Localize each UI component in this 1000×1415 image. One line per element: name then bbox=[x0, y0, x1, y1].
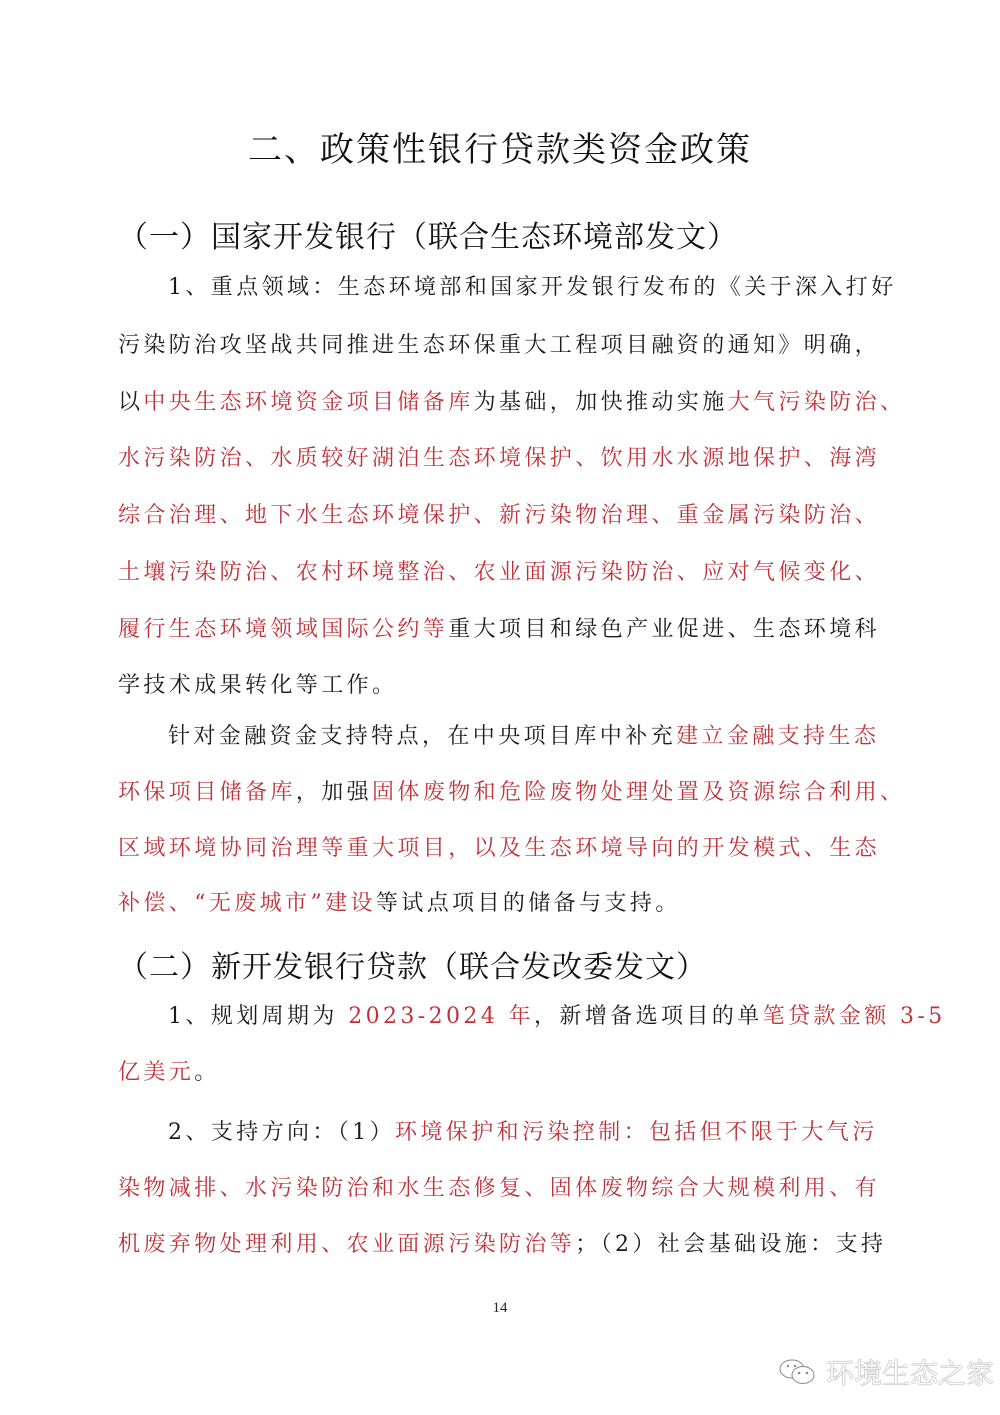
highlighted-text: 环境保护和污染控制：包括但不限于大气污 bbox=[395, 1120, 878, 1145]
wechat-icon bbox=[778, 1357, 818, 1387]
body-text: 针对金融资金支持特点，在中央项目库中补充 bbox=[168, 724, 677, 749]
body-text: 学技术成果转化等工作。 bbox=[118, 673, 398, 698]
highlighted-text: 补偿、“无废城市”建设 bbox=[118, 891, 376, 916]
text-line bbox=[118, 671, 882, 701]
text-line bbox=[118, 778, 906, 808]
text-line bbox=[168, 1118, 882, 1148]
highlighted-text: 染物减排、水污染防治和水生态修复、固体废物综合大规模利用、有 bbox=[118, 1176, 881, 1201]
text-line bbox=[118, 889, 882, 919]
text-line bbox=[118, 1058, 882, 1088]
body-text: 2、支持方向：（1） bbox=[168, 1120, 395, 1145]
text-line bbox=[168, 722, 882, 752]
highlighted-text: 固体废物和危险废物处理处置及资源综合利用、 bbox=[372, 780, 906, 805]
body-text: 以 bbox=[118, 390, 144, 415]
highlighted-text: 综合治理、地下水生态环境保护、新污染物治理、重金属污染防治、 bbox=[118, 503, 881, 528]
body-text: 污染防治攻坚战共同推进生态环保重大工程项目融资的通知》明确， bbox=[118, 333, 881, 358]
text-line bbox=[118, 1230, 887, 1260]
body-text: 。 bbox=[194, 1060, 220, 1085]
highlighted-text: 区域环境协同治理等重大项目，以及生态环境导向的开发模式、生态 bbox=[118, 836, 881, 861]
watermark bbox=[778, 1352, 994, 1392]
body-text: 等试点项目的储备与支持。 bbox=[375, 891, 681, 916]
highlighted-text: 环保项目储备库 bbox=[118, 780, 296, 805]
highlighted-text: 水污染防治、水质较好湖泊生态环境保护、饮用水水源地保护、海湾 bbox=[118, 446, 881, 471]
section-heading-ndb: （二）新开发银行贷款（联合发改委发文） bbox=[118, 950, 707, 985]
highlighted-text: 亿美元 bbox=[118, 1060, 195, 1085]
text-line bbox=[118, 444, 882, 474]
page-title: 二、政策性银行贷款类资金政策 bbox=[248, 130, 752, 170]
highlighted-text: 大气污染防治、 bbox=[727, 390, 906, 415]
section-heading-cdb: （一）国家开发银行（联合生态环境部发文） bbox=[118, 220, 738, 255]
body-text: 重大项目和绿色产业促进、生态环境科 bbox=[448, 617, 881, 642]
body-text: ；（2）社会基础设施：支持 bbox=[575, 1232, 887, 1257]
text-line bbox=[118, 1174, 882, 1204]
highlighted-text: 中央生态环境资金项目储备库 bbox=[143, 390, 474, 415]
body-text: ，加强 bbox=[295, 780, 373, 805]
text-line bbox=[118, 558, 882, 588]
text-line bbox=[118, 615, 882, 645]
highlighted-text: 2023-2024 年 bbox=[348, 1004, 535, 1029]
watermark-text: 环境生态之家 bbox=[826, 1357, 995, 1390]
text-line bbox=[118, 388, 906, 418]
highlighted-text: 土壤污染防治、农村环境整治、农业面源污染防治、应对气候变化、 bbox=[118, 560, 881, 585]
highlighted-text: 机废弃物处理利用、农业面源污染防治等 bbox=[118, 1232, 576, 1257]
text-line bbox=[118, 501, 882, 531]
highlighted-text: 履行生态环境领域国际公约等 bbox=[118, 617, 449, 642]
body-text: ，新增备选项目的单 bbox=[534, 1004, 763, 1029]
text-line bbox=[118, 834, 882, 864]
text-line bbox=[168, 1002, 946, 1032]
body-text: 为基础，加快推动实施 bbox=[473, 390, 728, 415]
body-text: 1、重点领域：生态环境部和国家开发银行发布的《关于深入打好 bbox=[168, 275, 897, 300]
page-number: 14 bbox=[492, 1300, 508, 1316]
body-text: 1、规划周期为 bbox=[168, 1004, 349, 1029]
text-line bbox=[168, 273, 897, 303]
highlighted-text: 建立金融支持生态 bbox=[676, 724, 880, 749]
highlighted-text: 笔贷款金额 3-5 bbox=[762, 1004, 946, 1029]
text-line bbox=[118, 331, 882, 361]
